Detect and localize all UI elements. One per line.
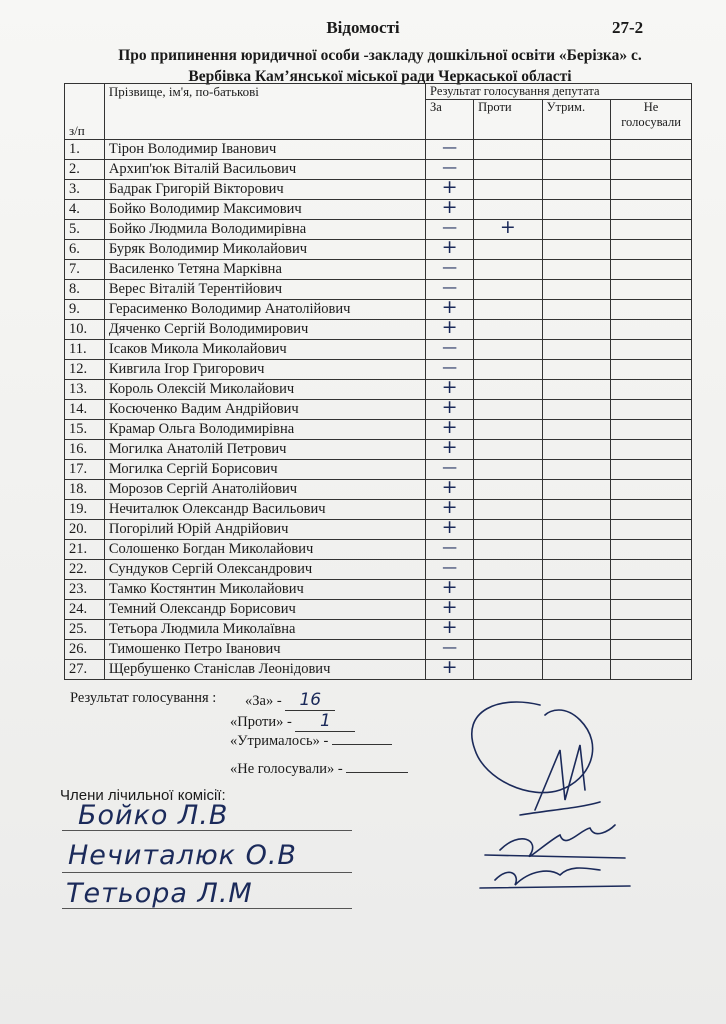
row-vote-proty xyxy=(474,620,543,640)
commission-member-2: Нечиталюк О.В xyxy=(68,840,297,871)
row-vote-utrym xyxy=(542,320,611,340)
commission-line-2 xyxy=(62,872,352,873)
row-vote-ne xyxy=(611,320,692,340)
row-vote-proty xyxy=(474,660,543,680)
table-row xyxy=(65,280,692,300)
row-vote-utrym xyxy=(542,260,611,280)
row-number: 25. xyxy=(65,620,105,640)
row-vote-utrym xyxy=(542,640,611,660)
row-name: Могилка Сергій Борисович xyxy=(104,460,425,480)
results-label: Результат голосування : xyxy=(70,690,217,706)
row-vote-ne xyxy=(611,200,692,220)
row-vote-ne xyxy=(611,460,692,480)
row-name: Кивгила Ігор Григорович xyxy=(104,360,425,380)
row-vote-utrym xyxy=(542,440,611,460)
handwritten-mark: — xyxy=(442,218,458,236)
row-number: 15. xyxy=(65,420,105,440)
row-vote-proty xyxy=(474,600,543,620)
row-vote-ne xyxy=(611,180,692,200)
row-name: Темний Олександр Борисович xyxy=(104,600,425,620)
table-row xyxy=(65,480,692,500)
row-vote-proty xyxy=(474,340,543,360)
header-name: Прізвище, ім'я, по-батькові xyxy=(104,84,425,140)
row-name: Косюченко Вадим Андрійович xyxy=(104,400,425,420)
row-vote-proty xyxy=(474,380,543,400)
subtitle-line-2: Вербівка Кам’янської міської ради Черкаської області xyxy=(188,68,572,85)
row-vote-utrym xyxy=(542,180,611,200)
table-row xyxy=(65,400,692,420)
row-vote-ne xyxy=(611,220,692,240)
table-row xyxy=(65,140,692,160)
row-vote-proty xyxy=(474,580,543,600)
table-row xyxy=(65,580,692,600)
header-number: з/п xyxy=(65,84,105,140)
handwritten-mark: + xyxy=(441,576,458,598)
header-utrym: Утрим. xyxy=(542,100,611,140)
result-za-value: 16 xyxy=(285,690,335,711)
row-vote-utrym xyxy=(542,340,611,360)
row-vote-ne xyxy=(611,660,692,680)
table-row xyxy=(65,440,692,460)
table-row xyxy=(65,220,692,240)
row-vote-ne xyxy=(611,540,692,560)
table-row xyxy=(65,160,692,180)
row-name: Король Олексій Миколайович xyxy=(104,380,425,400)
row-name: Тетьора Людмила Миколаївна xyxy=(104,620,425,640)
row-name: Тірон Володимир Іванович xyxy=(104,140,425,160)
table-row xyxy=(65,540,692,560)
row-number: 23. xyxy=(65,580,105,600)
row-vote-utrym xyxy=(542,380,611,400)
row-number: 10. xyxy=(65,320,105,340)
result-proty-label: «Проти» - xyxy=(230,714,292,730)
row-vote-proty xyxy=(474,560,543,580)
table-row xyxy=(65,660,692,680)
row-vote-utrym xyxy=(542,560,611,580)
row-number: 16. xyxy=(65,440,105,460)
row-number: 5. xyxy=(65,220,105,240)
row-vote-proty xyxy=(474,400,543,420)
commission-member-1: Бойко Л.В xyxy=(78,800,229,831)
row-vote-proty xyxy=(474,216,543,240)
row-vote-utrym xyxy=(542,580,611,600)
row-name: Бойко Людмила Володимирівна xyxy=(104,220,425,240)
row-name: Дяченко Сергій Володимирович xyxy=(104,320,425,340)
row-vote-utrym xyxy=(542,220,611,240)
row-vote-proty xyxy=(474,280,543,300)
table-row xyxy=(65,620,692,640)
row-vote-ne xyxy=(611,260,692,280)
row-vote-proty xyxy=(474,140,543,160)
row-number: 14. xyxy=(65,400,105,420)
row-vote-ne xyxy=(611,480,692,500)
handwritten-mark: — xyxy=(442,558,458,576)
row-number: 1. xyxy=(65,140,105,160)
row-number: 9. xyxy=(65,300,105,320)
table-row xyxy=(65,180,692,200)
row-vote-za xyxy=(426,236,474,260)
handwritten-mark: — xyxy=(442,338,458,356)
row-vote-ne xyxy=(611,300,692,320)
row-name: Верес Віталій Терентійович xyxy=(104,280,425,300)
row-vote-proty xyxy=(474,360,543,380)
row-vote-proty xyxy=(474,540,543,560)
row-vote-ne xyxy=(611,580,692,600)
row-name: Могилка Анатолій Петрович xyxy=(104,440,425,460)
voting-table xyxy=(64,83,692,680)
commission-line-3 xyxy=(62,908,352,909)
table-row xyxy=(65,520,692,540)
handwritten-mark: + xyxy=(441,296,458,318)
handwritten-mark: — xyxy=(442,278,458,296)
header-result: Результат голосування депутата xyxy=(426,84,692,100)
row-vote-utrym xyxy=(542,500,611,520)
row-vote-proty xyxy=(474,160,543,180)
table-row xyxy=(65,200,692,220)
handwritten-mark: + xyxy=(441,416,458,438)
row-vote-za xyxy=(426,656,474,680)
row-vote-za xyxy=(426,260,474,280)
row-vote-ne xyxy=(611,160,692,180)
commission-label: Члени лічильної комісії: xyxy=(60,787,226,804)
row-number: 8. xyxy=(65,280,105,300)
row-vote-utrym xyxy=(542,460,611,480)
row-vote-utrym xyxy=(542,160,611,180)
handwritten-mark: + xyxy=(441,436,458,458)
row-vote-proty xyxy=(474,180,543,200)
row-vote-proty xyxy=(474,500,543,520)
row-name: Герасименко Володимир Анатолійович xyxy=(104,300,425,320)
row-number: 13. xyxy=(65,380,105,400)
row-vote-utrym xyxy=(542,300,611,320)
row-number: 17. xyxy=(65,460,105,480)
handwritten-mark: — xyxy=(442,358,458,376)
row-name: Василенко Тетяна Марківна xyxy=(104,260,425,280)
row-number: 3. xyxy=(65,180,105,200)
row-vote-proty xyxy=(474,260,543,280)
row-vote-utrym xyxy=(542,660,611,680)
handwritten-mark: — xyxy=(442,458,458,476)
handwritten-mark: — xyxy=(442,158,458,176)
header-ne: Не голосували xyxy=(611,100,692,140)
handwritten-mark: + xyxy=(441,396,458,418)
table-row xyxy=(65,460,692,480)
row-number: 12. xyxy=(65,360,105,380)
table-row xyxy=(65,560,692,580)
row-vote-proty xyxy=(474,300,543,320)
row-vote-ne xyxy=(611,500,692,520)
row-vote-za xyxy=(426,140,474,160)
row-vote-utrym xyxy=(542,520,611,540)
row-name: Солошенко Богдан Миколайович xyxy=(104,540,425,560)
commission-line-1 xyxy=(62,830,352,831)
row-name: Нечиталюк Олександр Васильович xyxy=(104,500,425,520)
row-vote-ne xyxy=(611,140,692,160)
handwritten-mark: — xyxy=(442,138,458,156)
header-proty: Проти xyxy=(474,100,543,140)
row-name: Сундуков Сергій Олександрович xyxy=(104,560,425,580)
handwritten-mark: + xyxy=(441,376,458,398)
row-vote-ne xyxy=(611,280,692,300)
row-vote-utrym xyxy=(542,540,611,560)
row-number: 26. xyxy=(65,640,105,660)
row-number: 19. xyxy=(65,500,105,520)
row-number: 6. xyxy=(65,240,105,260)
row-vote-proty xyxy=(474,640,543,660)
row-vote-proty xyxy=(474,480,543,500)
row-vote-proty xyxy=(474,440,543,460)
handwritten-mark: — xyxy=(442,638,458,656)
result-za-label: «За» - xyxy=(245,693,282,709)
row-vote-za xyxy=(426,196,474,220)
row-name: Морозов Сергій Анатолійович xyxy=(104,480,425,500)
row-name: Погорілий Юрій Андрійович xyxy=(104,520,425,540)
row-vote-za xyxy=(426,340,474,360)
commission-member-3: Тетьора Л.М xyxy=(66,878,253,909)
document-number: 27-2 xyxy=(612,18,644,37)
table-row xyxy=(65,260,692,280)
handwritten-mark: + xyxy=(441,476,458,498)
row-vote-ne xyxy=(611,560,692,580)
table-row xyxy=(65,240,692,260)
row-number: 4. xyxy=(65,200,105,220)
result-proty xyxy=(230,711,355,732)
row-number: 21. xyxy=(65,540,105,560)
row-vote-utrym xyxy=(542,240,611,260)
handwritten-mark: + xyxy=(441,236,458,258)
result-proty-value: 1 xyxy=(295,711,355,732)
row-vote-za xyxy=(426,540,474,560)
row-number: 27. xyxy=(65,660,105,680)
document-title: Відомості xyxy=(326,18,400,37)
row-name: Буряк Володимир Миколайович xyxy=(104,240,425,260)
result-ne-value xyxy=(346,772,408,773)
row-vote-ne xyxy=(611,520,692,540)
row-vote-ne xyxy=(611,440,692,460)
row-vote-proty xyxy=(474,420,543,440)
row-number: 24. xyxy=(65,600,105,620)
document-subtitle xyxy=(60,45,700,87)
result-ne xyxy=(230,761,408,778)
handwritten-signatures xyxy=(440,690,640,910)
handwritten-mark: + xyxy=(499,216,516,238)
row-vote-za xyxy=(426,316,474,340)
row-number: 22. xyxy=(65,560,105,580)
header-za: За xyxy=(426,100,474,140)
row-vote-za xyxy=(426,516,474,540)
row-vote-proty xyxy=(474,460,543,480)
row-vote-ne xyxy=(611,380,692,400)
row-number: 11. xyxy=(65,340,105,360)
handwritten-mark: + xyxy=(441,316,458,338)
row-vote-ne xyxy=(611,640,692,660)
row-number: 18. xyxy=(65,480,105,500)
row-vote-ne xyxy=(611,420,692,440)
handwritten-mark: + xyxy=(441,516,458,538)
row-vote-ne xyxy=(611,340,692,360)
row-name: Архип'юк Віталій Васильович xyxy=(104,160,425,180)
table-row xyxy=(65,500,692,520)
row-number: 20. xyxy=(65,520,105,540)
handwritten-mark: + xyxy=(441,616,458,638)
row-vote-utrym xyxy=(542,480,611,500)
result-utrym xyxy=(230,733,392,750)
row-name: Бадрак Григорій Вікторович xyxy=(104,180,425,200)
row-vote-proty xyxy=(474,520,543,540)
result-ne-label: «Не голосували» - xyxy=(230,761,343,777)
row-vote-ne xyxy=(611,400,692,420)
row-name: Бойко Володимир Максимович xyxy=(104,200,425,220)
handwritten-mark: + xyxy=(441,176,458,198)
result-utrym-label: «Утрималось» - xyxy=(230,733,329,749)
row-vote-utrym xyxy=(542,200,611,220)
row-vote-utrym xyxy=(542,280,611,300)
row-number: 2. xyxy=(65,160,105,180)
table-row xyxy=(65,420,692,440)
row-number: 7. xyxy=(65,260,105,280)
handwritten-mark: + xyxy=(441,496,458,518)
row-name: Ісаков Микола Миколайович xyxy=(104,340,425,360)
table-row xyxy=(65,300,692,320)
row-vote-ne xyxy=(611,360,692,380)
table-row xyxy=(65,320,692,340)
row-vote-utrym xyxy=(542,140,611,160)
row-vote-proty xyxy=(474,240,543,260)
row-vote-ne xyxy=(611,240,692,260)
row-vote-ne xyxy=(611,600,692,620)
row-vote-utrym xyxy=(542,360,611,380)
table-row xyxy=(65,380,692,400)
handwritten-mark: + xyxy=(441,596,458,618)
table-row xyxy=(65,640,692,660)
row-vote-za xyxy=(426,436,474,460)
row-vote-ne xyxy=(611,620,692,640)
row-name: Тамко Костянтин Миколайович xyxy=(104,580,425,600)
handwritten-mark: + xyxy=(441,196,458,218)
row-vote-utrym xyxy=(542,600,611,620)
row-vote-utrym xyxy=(542,420,611,440)
row-name: Щербушенко Станіслав Леонідович xyxy=(104,660,425,680)
row-vote-proty xyxy=(474,320,543,340)
handwritten-mark: — xyxy=(442,258,458,276)
table-row xyxy=(65,600,692,620)
result-utrym-value xyxy=(332,744,392,745)
row-name: Тимошенко Петро Іванович xyxy=(104,640,425,660)
result-za xyxy=(245,690,335,711)
subtitle-line-1: Про припинення юридичної особи -закладу дошкільної освіти «Берізка» с. xyxy=(118,47,642,64)
row-name: Крамар Ольга Володимирівна xyxy=(104,420,425,440)
row-vote-utrym xyxy=(542,400,611,420)
table-row xyxy=(65,360,692,380)
handwritten-mark: + xyxy=(441,656,458,678)
handwritten-mark: — xyxy=(442,538,458,556)
row-vote-za xyxy=(426,616,474,640)
table-row xyxy=(65,340,692,360)
row-vote-utrym xyxy=(542,620,611,640)
